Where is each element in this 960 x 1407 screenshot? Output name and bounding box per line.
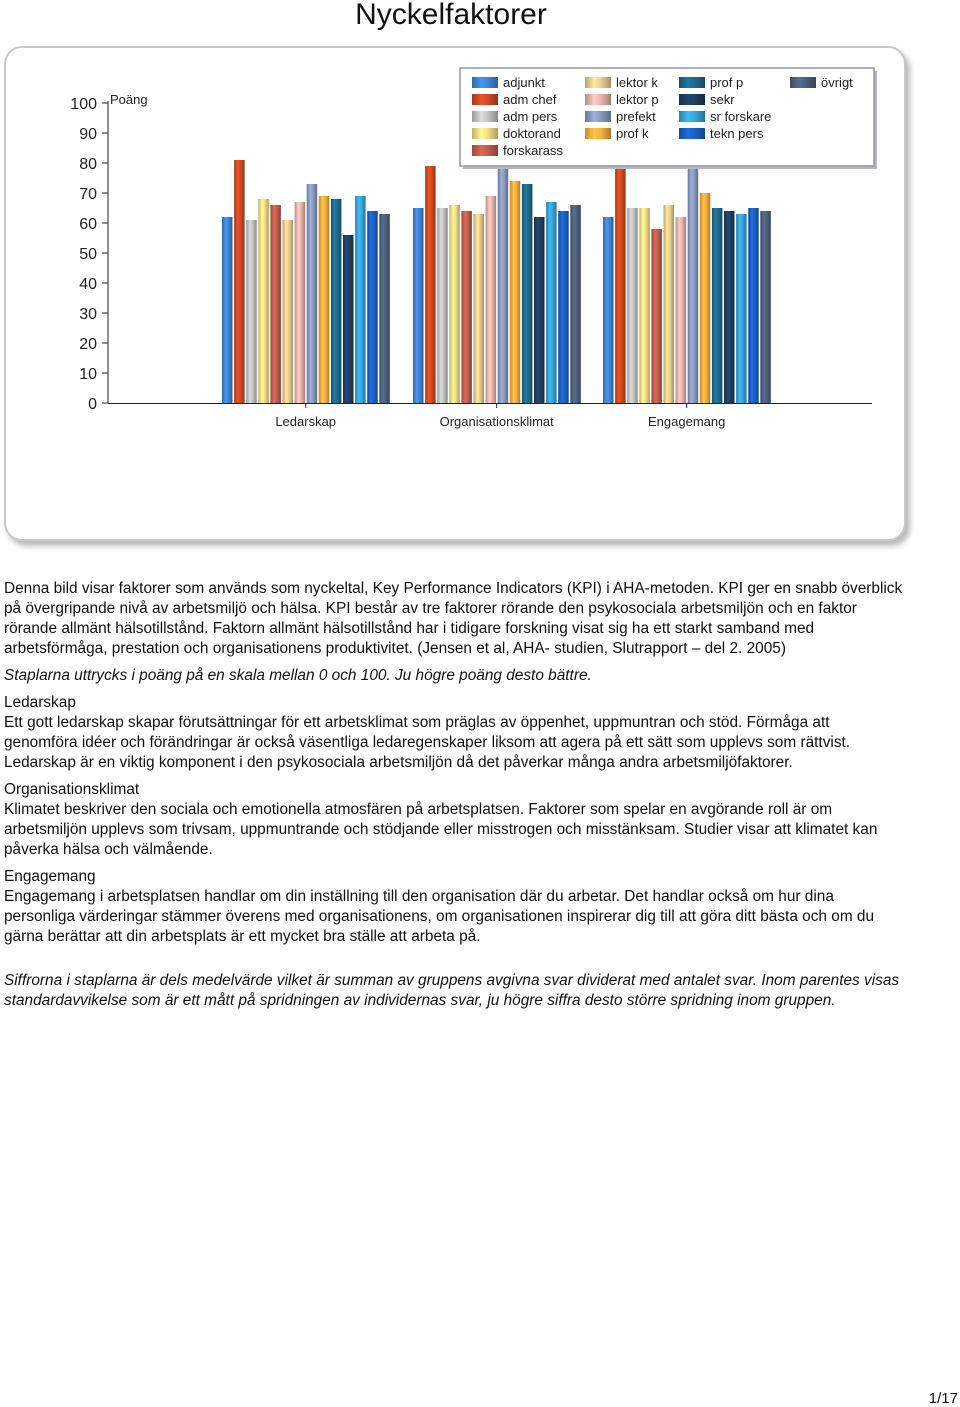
section-body-organisationsklimat: Klimatet beskriver den sociala och emotionella atmosfären på arbetsplatsen. Faktorer som spelar en avgörande roll är om arbetsmiljön upplevs som trivsam, uppmuntrande och stödjande eller misstrogen och misstänksam. Studier visar att klimatet kan påverka hälsa och välmående. — [4, 801, 878, 858]
y-tick-label: 20 — [79, 336, 97, 353]
bar — [522, 184, 533, 403]
y-tick-label: 100 — [70, 96, 97, 113]
legend-label: sekr — [710, 92, 735, 107]
bar — [367, 211, 378, 403]
legend-swatch — [679, 128, 705, 139]
legend-label: doktorand — [503, 126, 561, 141]
legend-swatch — [679, 94, 705, 105]
bar — [319, 196, 330, 403]
bar — [664, 205, 675, 403]
chart-panel — [4, 46, 906, 541]
bar — [295, 202, 306, 403]
y-tick-label: 0 — [88, 396, 97, 413]
legend-label: övrigt — [821, 75, 853, 90]
legend-label: prof k — [616, 126, 649, 141]
bar — [570, 205, 581, 403]
bar — [736, 214, 747, 403]
bar — [724, 211, 735, 403]
legend-swatch — [472, 94, 498, 105]
legend-label: adjunkt — [503, 75, 545, 90]
bar — [222, 217, 233, 403]
legend-swatch — [790, 77, 816, 88]
bar — [603, 217, 614, 403]
legend-swatch — [585, 111, 611, 122]
page-number: 1/17 — [928, 1390, 958, 1407]
bar — [510, 181, 521, 403]
bar — [627, 208, 638, 403]
legend-swatch — [472, 111, 498, 122]
y-tick-label: 30 — [79, 306, 97, 323]
legend-swatch — [679, 77, 705, 88]
scale-note: Staplarna uttrycks i poäng på en skala mellan 0 och 100. Ju högre poäng desto bättre. — [4, 667, 592, 684]
legend-swatch — [472, 145, 498, 156]
x-tick-label: Engagemang — [648, 414, 726, 429]
legend-label: prefekt — [616, 109, 656, 124]
intro-paragraph: Denna bild visar faktorer som används som nyckeltal, Key Performance Indicators (KPI) i AHA-metoden. KPI ger en snabb överblick på övergripande nivå av arbetsmiljö och hälsa. KPI består av tre faktorer rörande den psykosociala arbetsmiljön och en faktor rörande allmänt hälsotillstånd. Faktorn allmänt hälsotillstånd har i tidigare forskning visat sig ha ett starkt samband med arbetsförmåga, prestation och organisationens produktivitet. (Jensen et al, AHA- studien, Slutrapport – del 2. 2005) — [4, 580, 903, 657]
legend-label: adm chef — [503, 92, 557, 107]
y-tick-label: 60 — [79, 216, 97, 233]
bar — [270, 205, 281, 403]
bar — [246, 220, 257, 403]
legend-swatch — [472, 128, 498, 139]
bar — [283, 220, 294, 403]
bar — [307, 184, 318, 403]
bar — [676, 217, 687, 403]
bar — [355, 196, 366, 403]
legend-label: lektor p — [616, 92, 659, 107]
bar — [234, 160, 245, 403]
legend-swatch — [585, 94, 611, 105]
bar — [258, 199, 269, 403]
y-axis-title: Poäng — [110, 92, 148, 107]
bar — [760, 211, 771, 403]
footnote: Siffrorna i staplarna är dels medelvärde vilket är summan av gruppens avgivna svar dividerat med antalet svar. Inom parentes visas standardavvikelse som är ett mått på spridningen av individernas svar, ju högre siffra desto större spridning inom gruppen. — [4, 972, 900, 1009]
bar-chart — [6, 48, 904, 539]
bar — [639, 208, 650, 403]
bar — [474, 214, 485, 403]
bar — [425, 166, 436, 403]
bar — [651, 229, 662, 403]
bar — [437, 208, 448, 403]
legend-label: sr forskare — [710, 109, 772, 124]
legend-label: forskarass — [503, 143, 563, 158]
section-body-ledarskap: Ett gott ledarskap skapar förutsättningar för ett arbetsklimat som präglas av öppenhet, uppmuntran och stöd. Förmåga att genomföra idéer och förändringar är också väsentliga ledaregenskaper liksom att agera på ett sätt som upplevs som rättvist. Ledarskap är en viktig komponent i den psykosociala arbetsmiljön då det påverkar många andra arbetsmiljöfaktorer. — [4, 714, 851, 771]
bar — [700, 193, 711, 403]
bar — [748, 208, 759, 403]
bar — [712, 208, 723, 403]
section-body-engagemang: Engagemang i arbetsplatsen handlar om din inställning till den organisation där du arbetar. Det handlar också om hur dina personliga värderingar stämmer överens med organisationens, om organisationen inspirerar dig till att göra ditt bästa och om du gärna berättar att din arbetsplats är ett mycket bra ställe att arbeta på. — [4, 888, 875, 945]
bar — [331, 199, 342, 403]
legend-swatch — [472, 77, 498, 88]
legend-label: adm pers — [503, 109, 558, 124]
y-tick-label: 70 — [79, 186, 97, 203]
bar — [688, 169, 699, 403]
y-tick-label: 10 — [79, 366, 97, 383]
bar — [486, 196, 497, 403]
bar — [343, 235, 354, 403]
y-tick-label: 90 — [79, 126, 97, 143]
y-tick-label: 40 — [79, 276, 97, 293]
x-tick-label: Organisationsklimat — [439, 414, 554, 429]
section-heading-engagemang: Engagemang — [4, 868, 96, 885]
legend-swatch — [679, 111, 705, 122]
section-heading-ledarskap: Ledarskap — [4, 694, 76, 711]
legend-label: lektor k — [616, 75, 658, 90]
section-heading-organisationsklimat: Organisationsklimat — [4, 781, 140, 798]
y-tick-label: 80 — [79, 156, 97, 173]
bar — [413, 208, 424, 403]
page-title: Nyckelfaktorer — [355, 0, 547, 31]
legend-label: tekn pers — [710, 126, 764, 141]
legend-swatch — [585, 77, 611, 88]
bar — [498, 157, 509, 403]
text-body — [4, 579, 904, 1011]
bar — [449, 205, 460, 403]
bar — [534, 217, 545, 403]
x-tick-label: Ledarskap — [275, 414, 337, 429]
bar — [558, 211, 569, 403]
legend-label: prof p — [710, 75, 744, 90]
bar — [615, 163, 626, 403]
y-tick-label: 50 — [79, 246, 97, 263]
bar — [546, 202, 557, 403]
bar — [379, 214, 390, 403]
legend-swatch — [585, 128, 611, 139]
bar — [461, 211, 472, 403]
